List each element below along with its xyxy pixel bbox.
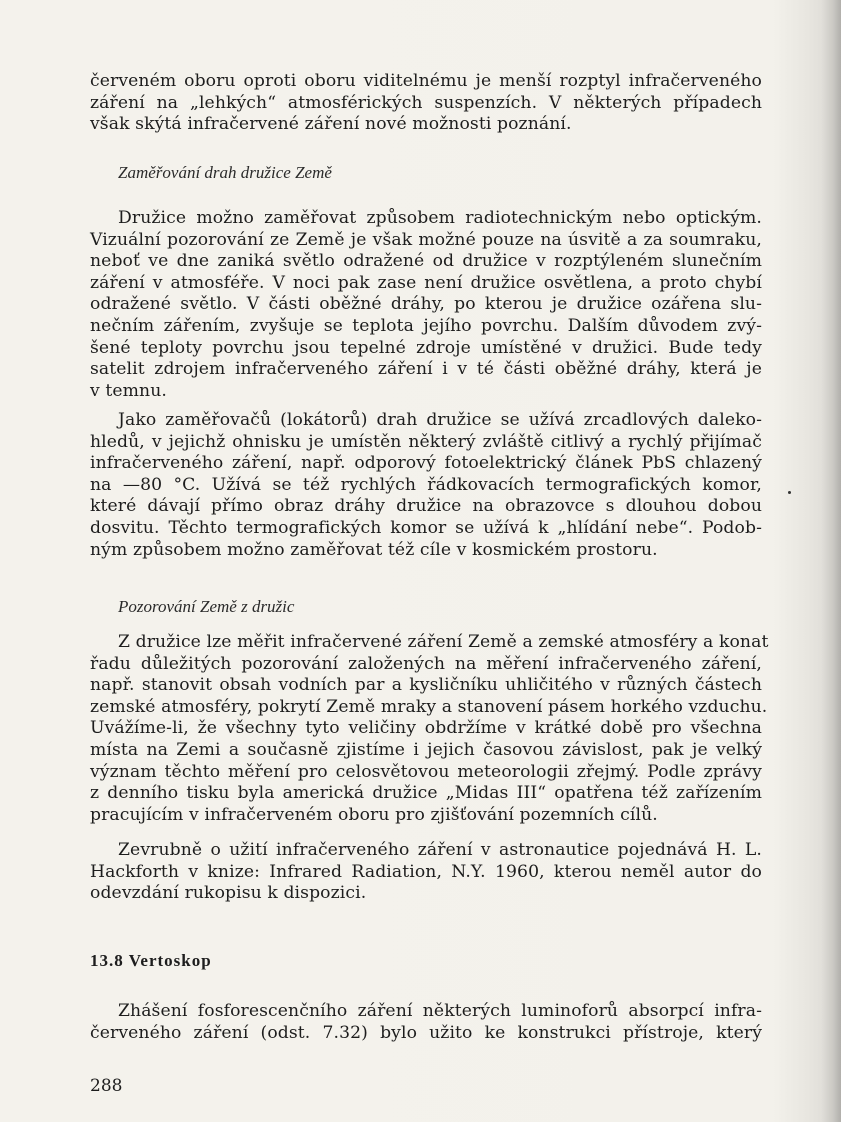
subheading-satellite-tracking: Zaměřování drah družice Země: [118, 163, 332, 182]
text-line: zemské atmosféry, pokrytí Země mraky a stanovení pásem horkého vzduchu.: [90, 696, 768, 717]
subheading-earth-observation: Pozorování Země z družic: [118, 597, 295, 616]
text-line: však skýtá infračervené záření nové možnosti poznání.: [90, 114, 572, 135]
text-line: odražené světlo. V části oběžné dráhy, po kterou je družice ozářena slu-: [90, 294, 762, 315]
text-line: ným způsobem možno zaměřovat též cíle v kosmickém prostoru.: [90, 539, 658, 560]
text-line: nečním zářením, zvyšuje se teplota jejího povrchu. Dalším důvodem zvý-: [90, 315, 762, 336]
section2-paragraph-2: [90, 840, 762, 905]
text-line: červeného záření (odst. 7.32) bylo užito ke konstrukci přístroje, který: [90, 1022, 762, 1043]
text-line: např. stanovit obsah vodních par a kysličníku uhličitého v různých částech: [90, 675, 762, 696]
text-line: dosvitu. Těchto termografických komor se užívá k „hlídání nebe“. Podob-: [90, 517, 762, 538]
text-line: hledů, v jejichž ohnisku je umístěn některý zvláště citlivý a rychlý přijímač: [90, 431, 762, 452]
text-line: Uvážíme-li, že všechny tyto veličiny obdržíme v krátké době pro všechna: [90, 718, 762, 739]
text-line: které dávají přímo obraz dráhy družice na obrazovce s dlouhou dobou: [90, 496, 762, 517]
text-line: odevzdání rukopisu k dispozici.: [90, 883, 367, 904]
text-line: Zevrubně o užití infračerveného záření v astronautice pojednává H. L.: [118, 840, 762, 860]
text-line: Vizuální pozorování ze Země je však možné pouze na úsvitě a za soumraku,: [90, 229, 762, 250]
text-line: Jako zaměřovačů (lokátorů) drah družice se užívá zrcadlových daleko-: [118, 410, 762, 430]
text-line: z denního tisku byla americká družice „Midas III“ opatřena též zařízením: [90, 783, 762, 804]
text-line: na —80 °C. Užívá se též rychlých řádkovacích termografických komor,: [90, 474, 762, 495]
text-line: Zhášení fosforescenčního záření některých luminoforů absorpcí infra-: [118, 1001, 762, 1021]
stray-ink-dot: [788, 491, 791, 494]
section-heading-vertoskop: 13.8 Vertoskop: [90, 951, 212, 970]
section3-paragraph: [90, 1001, 762, 1044]
section2-paragraph-1: [90, 632, 769, 826]
text-line: záření na „lehkých“ atmosférických suspenzích. V některých případech: [90, 92, 762, 113]
section1-paragraph-2: [90, 410, 762, 561]
text-line: šené teploty povrchu jsou tepelné zdroje umístěné v družici. Bude tedy: [90, 337, 762, 358]
section1-paragraph-1: [90, 208, 762, 402]
text-line: satelit zdrojem infračerveného záření i v té části oběžné dráhy, která je: [90, 359, 762, 380]
text-line: Hackforth v knize: Infrared Radiation, N.Y. 1960, kterou neměl autor do: [90, 861, 762, 882]
text-line: červeném oboru oproti oboru viditelnému je menší rozptyl infračerveného: [90, 71, 762, 91]
text-line: pracujícím v infračerveném oboru pro zjišťování pozemních cílů.: [90, 804, 658, 825]
text-line: význam těchto měření pro celosvětovou meteorologii zřejmý. Podle zprávy: [90, 761, 762, 782]
text-line: v temnu.: [90, 380, 167, 401]
text-line: místa na Zemi a současně zjistíme i jejich časovou závislost, pak je velký: [90, 739, 762, 760]
text-line: Z družice lze měřit infračervené záření Země a zemské atmosféry a konat: [118, 632, 769, 652]
text-line: neboť ve dne zaniká světlo odražené od družice v rozptýleném slunečním: [90, 251, 762, 272]
text-line: infračerveného záření, např. odporový fotoelektrický článek PbS chlazený: [90, 453, 762, 474]
text-line: Družice možno zaměřovat způsobem radiotechnickým nebo optickým.: [118, 208, 762, 228]
intro-paragraph: [90, 71, 762, 136]
text-line: řadu důležitých pozorování založených na měření infračerveného záření,: [90, 653, 762, 674]
text-line: záření v atmosféře. V noci pak zase není družice osvětlena, a proto chybí: [90, 272, 762, 293]
page-edge-shadow: [821, 0, 841, 1122]
page-number: 288: [90, 1076, 123, 1096]
